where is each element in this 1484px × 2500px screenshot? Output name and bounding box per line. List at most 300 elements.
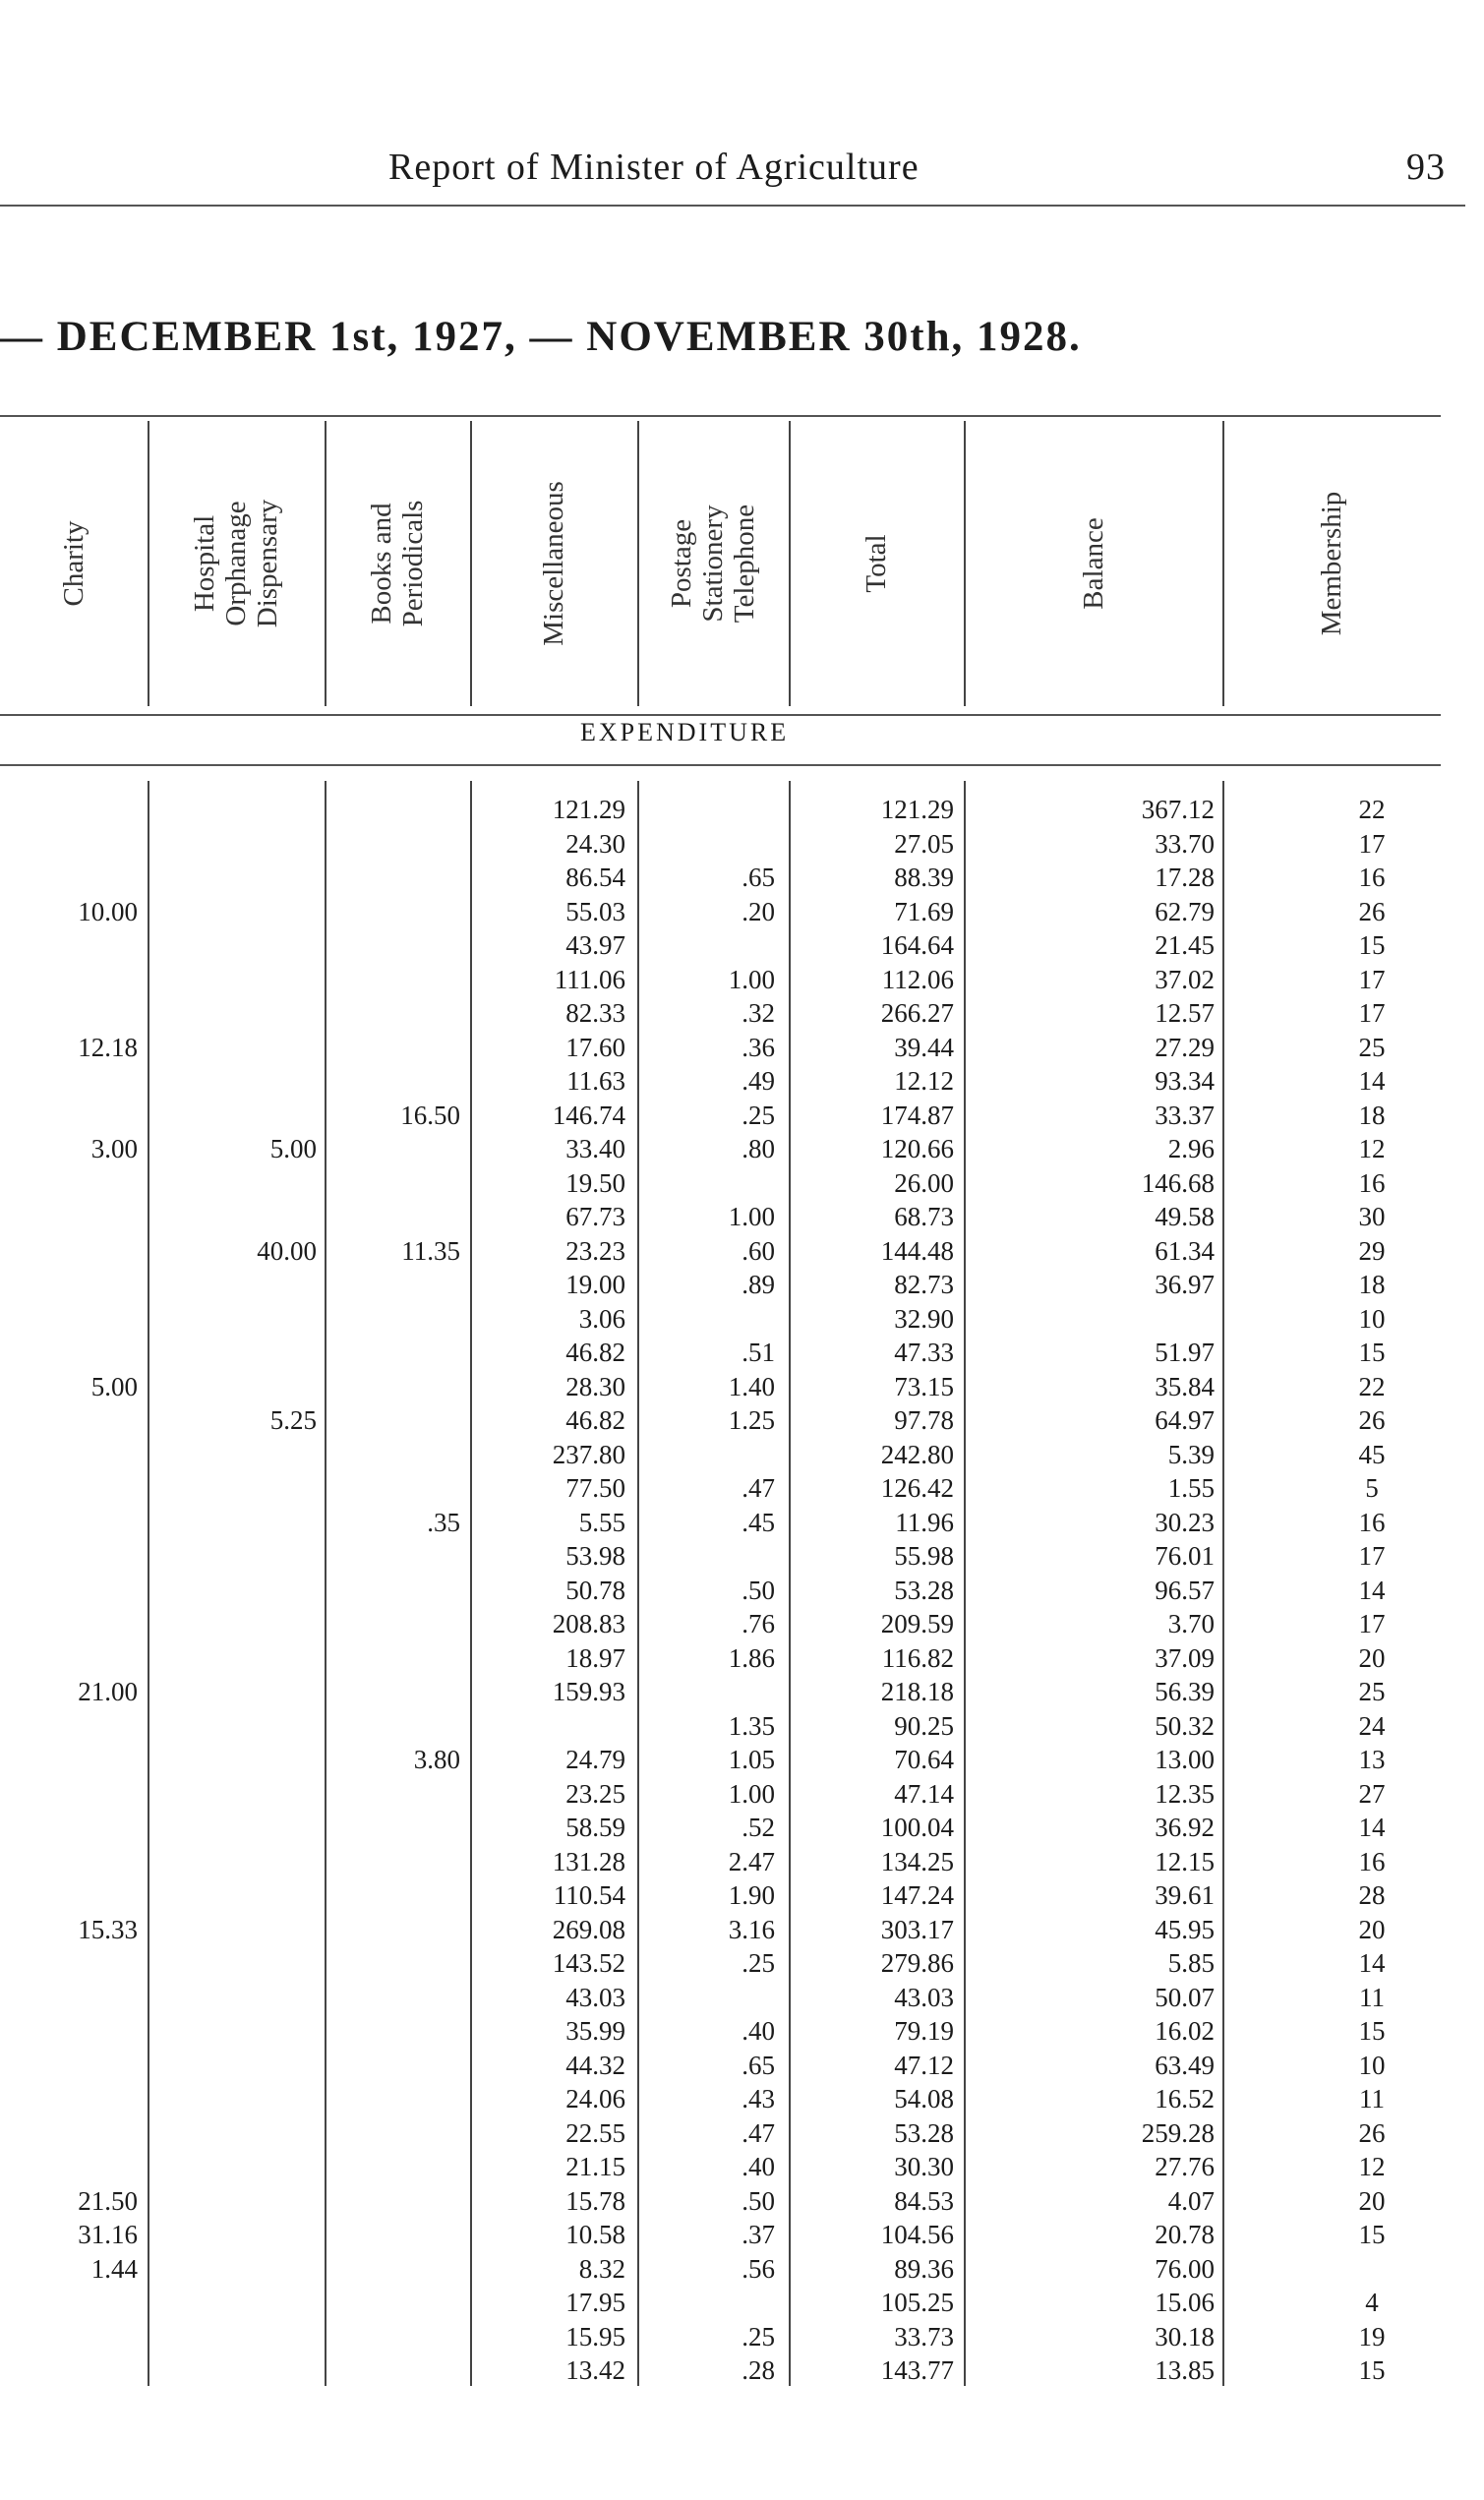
- cell-membership: 15: [1358, 930, 1386, 960]
- table-row: [0, 1711, 1484, 1745]
- cell-membership: 14: [1358, 1575, 1386, 1605]
- cell-miscellaneous: 159.93: [552, 1677, 625, 1706]
- cell-membership: 16: [1358, 1167, 1386, 1198]
- running-head-title: Report of Minister of Agriculture: [388, 147, 920, 188]
- section-rule: [0, 764, 1441, 766]
- table-row: [0, 2322, 1484, 2355]
- cell-membership: 24: [1358, 1710, 1386, 1741]
- cell-total: 47.33: [894, 1338, 954, 1367]
- cell-balance: 37.02: [1155, 964, 1215, 994]
- cell-balance: 61.34: [1155, 1235, 1215, 1266]
- cell-miscellaneous: 82.33: [565, 998, 625, 1028]
- cell-balance: 76.01: [1155, 1541, 1215, 1571]
- table-row: [0, 1745, 1484, 1778]
- cell-membership: 28: [1358, 1880, 1386, 1910]
- cell-books-periodicals: 3.80: [413, 1745, 460, 1774]
- cell-postage-stationery-telephone: 1.05: [728, 1745, 775, 1774]
- cell-balance: 39.61: [1155, 1880, 1215, 1910]
- cell-charity: 3.00: [90, 1134, 138, 1163]
- column-header-membership: [1222, 421, 1441, 706]
- cell-total: 303.17: [880, 1914, 954, 1944]
- column-header-row: [0, 421, 1484, 706]
- cell-total: 26.00: [894, 1167, 954, 1198]
- table-row: [0, 2186, 1484, 2220]
- cell-postage-stationery-telephone: .50: [742, 1575, 775, 1605]
- cell-postage-stationery-telephone: .80: [742, 1134, 775, 1163]
- table-row: [0, 2254, 1484, 2288]
- cell-miscellaneous: 269.08: [552, 1914, 625, 1944]
- cell-charity: 10.00: [78, 896, 138, 926]
- cell-books-periodicals: 16.50: [400, 1100, 460, 1130]
- cell-miscellaneous: 24.30: [565, 828, 625, 859]
- table-top-rule: [0, 415, 1441, 417]
- table-row: [0, 930, 1484, 964]
- cell-balance: 21.45: [1155, 930, 1215, 960]
- table-row: [0, 1643, 1484, 1677]
- cell-balance: 30.18: [1155, 2321, 1215, 2351]
- column-divider: [964, 421, 966, 706]
- cell-postage-stationery-telephone: 1.25: [728, 1405, 775, 1435]
- cell-postage-stationery-telephone: .52: [742, 1813, 775, 1842]
- table-row: [0, 863, 1484, 896]
- table-row: [0, 1134, 1484, 1167]
- cell-balance: 45.95: [1155, 1914, 1215, 1944]
- cell-membership: 29: [1358, 1235, 1386, 1266]
- cell-total: 53.28: [894, 1575, 954, 1605]
- table-row: [0, 2118, 1484, 2152]
- table-row: [0, 1880, 1484, 1914]
- cell-hospital-orphanage-dispensary: 40.00: [257, 1235, 317, 1266]
- cell-total: 105.25: [880, 2288, 954, 2317]
- cell-total: 164.64: [880, 930, 954, 960]
- table-row: [0, 2220, 1484, 2253]
- cell-miscellaneous: 43.03: [565, 1982, 625, 2012]
- cell-postage-stationery-telephone: .60: [742, 1235, 775, 1266]
- cell-total: 47.14: [894, 1778, 954, 1809]
- cell-balance: 4.07: [1167, 2185, 1215, 2216]
- column-header-books-periodicals: [325, 421, 470, 706]
- cell-balance: 33.37: [1155, 1100, 1215, 1130]
- cell-total: 89.36: [894, 2253, 954, 2284]
- cell-hospital-orphanage-dispensary: 5.25: [269, 1405, 317, 1435]
- cell-postage-stationery-telephone: 2.47: [728, 1846, 775, 1876]
- cell-miscellaneous: 58.59: [565, 1813, 625, 1842]
- cell-charity: 5.00: [90, 1371, 138, 1401]
- cell-miscellaneous: 121.29: [552, 795, 625, 824]
- cell-total: 82.73: [894, 1270, 954, 1299]
- cell-miscellaneous: 143.52: [552, 1948, 625, 1978]
- cell-miscellaneous: 111.06: [554, 964, 625, 994]
- cell-postage-stationery-telephone: .65: [742, 2050, 775, 2080]
- cell-miscellaneous: 19.00: [565, 1270, 625, 1299]
- column-divider: [1222, 421, 1224, 706]
- cell-balance: 49.58: [1155, 1202, 1215, 1231]
- column-header-balance: [964, 421, 1222, 706]
- column-header-label: Miscellaneous: [538, 481, 569, 646]
- cell-membership: 16: [1358, 1507, 1386, 1537]
- table-row: [0, 2288, 1484, 2321]
- table-row: [0, 998, 1484, 1032]
- cell-balance: 62.79: [1155, 896, 1215, 926]
- cell-miscellaneous: 15.95: [565, 2321, 625, 2351]
- cell-balance: 33.70: [1155, 828, 1215, 859]
- table-row: [0, 965, 1484, 998]
- column-header-label: Hospital Orphanage Dispensary: [189, 499, 283, 628]
- table-row: [0, 1405, 1484, 1439]
- table-row: [0, 1168, 1484, 1202]
- column-divider: [1222, 781, 1224, 2386]
- column-header-charity: [0, 421, 148, 706]
- cell-total: 73.15: [894, 1371, 954, 1401]
- cell-postage-stationery-telephone: .25: [742, 1100, 775, 1130]
- cell-membership: 17: [1358, 828, 1386, 859]
- cell-postage-stationery-telephone: .40: [742, 2016, 775, 2046]
- cell-membership: 5: [1365, 1473, 1379, 1503]
- column-divider: [148, 421, 149, 706]
- page-title: — DECEMBER 1st, 1927, — NOVEMBER 30th, 1928.: [0, 314, 1082, 360]
- cell-total: 116.82: [881, 1642, 954, 1673]
- cell-membership: 19: [1358, 2321, 1386, 2351]
- cell-postage-stationery-telephone: .76: [742, 1609, 775, 1638]
- cell-miscellaneous: 17.95: [565, 2288, 625, 2317]
- cell-balance: 12.35: [1155, 1778, 1215, 1809]
- cell-total: 112.06: [881, 964, 954, 994]
- cell-miscellaneous: 11.63: [566, 1066, 625, 1096]
- cell-membership: 26: [1358, 896, 1386, 926]
- cell-balance: 51.97: [1155, 1338, 1215, 1367]
- cell-total: 143.77: [880, 2355, 954, 2385]
- cell-miscellaneous: 53.98: [565, 1541, 625, 1571]
- cell-membership: 15: [1358, 1338, 1386, 1367]
- cell-membership: 15: [1358, 2355, 1386, 2385]
- cell-total: 71.69: [894, 896, 954, 926]
- cell-total: 11.96: [895, 1507, 954, 1537]
- table-row: [0, 897, 1484, 930]
- cell-balance: 30.23: [1155, 1507, 1215, 1537]
- cell-postage-stationery-telephone: .50: [742, 2185, 775, 2216]
- cell-balance: 20.78: [1155, 2220, 1215, 2249]
- cell-balance: 17.28: [1155, 863, 1215, 892]
- cell-miscellaneous: 35.99: [565, 2016, 625, 2046]
- cell-membership: 15: [1358, 2220, 1386, 2249]
- cell-total: 68.73: [894, 1202, 954, 1231]
- cell-miscellaneous: 21.15: [565, 2152, 625, 2181]
- cell-miscellaneous: 8.32: [578, 2253, 625, 2284]
- cell-total: 43.03: [894, 1982, 954, 2012]
- cell-postage-stationery-telephone: .49: [742, 1066, 775, 1096]
- column-header-label: Postage Stationery Telephone: [666, 504, 760, 624]
- cell-total: 242.80: [880, 1439, 954, 1469]
- cell-miscellaneous: 43.97: [565, 930, 625, 960]
- page-number: 93: [1406, 147, 1446, 188]
- cell-postage-stationery-telephone: 1.00: [728, 1778, 775, 1809]
- column-header-miscellaneous: [470, 421, 637, 706]
- cell-balance: 5.85: [1167, 1948, 1215, 1978]
- cell-membership: 14: [1358, 1066, 1386, 1096]
- cell-hospital-orphanage-dispensary: 5.00: [269, 1134, 317, 1163]
- column-divider: [637, 421, 639, 706]
- cell-postage-stationery-telephone: .89: [742, 1270, 775, 1299]
- cell-miscellaneous: 22.55: [565, 2117, 625, 2148]
- cell-balance: 93.34: [1155, 1066, 1215, 1096]
- cell-miscellaneous: 86.54: [565, 863, 625, 892]
- cell-balance: 63.49: [1155, 2050, 1215, 2080]
- cell-miscellaneous: 18.97: [565, 1642, 625, 1673]
- column-divider: [325, 781, 326, 2386]
- cell-total: 55.98: [894, 1541, 954, 1571]
- cell-total: 126.42: [880, 1473, 954, 1503]
- table-row: [0, 1609, 1484, 1642]
- cell-balance: 16.52: [1155, 2084, 1215, 2113]
- cell-charity: 31.16: [78, 2220, 138, 2249]
- cell-postage-stationery-telephone: 1.86: [728, 1642, 775, 1673]
- cell-total: 174.87: [880, 1100, 954, 1130]
- cell-membership: 25: [1358, 1677, 1386, 1706]
- cell-miscellaneous: 19.50: [565, 1167, 625, 1198]
- cell-total: 97.78: [894, 1405, 954, 1435]
- cell-membership: 10: [1358, 2050, 1386, 2080]
- table-row: [0, 1473, 1484, 1507]
- cell-membership: 22: [1358, 795, 1386, 824]
- table-row: [0, 2016, 1484, 2050]
- table-row: [0, 2355, 1484, 2389]
- cell-total: 147.24: [880, 1880, 954, 1910]
- cell-total: 88.39: [894, 863, 954, 892]
- cell-balance: 13.00: [1155, 1745, 1215, 1774]
- cell-charity: 12.18: [78, 1032, 138, 1062]
- cell-membership: 17: [1358, 1541, 1386, 1571]
- column-divider: [470, 421, 472, 706]
- cell-balance: 37.09: [1155, 1642, 1215, 1673]
- table-row: [0, 1202, 1484, 1235]
- cell-postage-stationery-telephone: .25: [742, 2321, 775, 2351]
- table-row: [0, 1813, 1484, 1846]
- cell-membership: 13: [1358, 1745, 1386, 1774]
- cell-total: 12.12: [894, 1066, 954, 1096]
- cell-postage-stationery-telephone: .65: [742, 863, 775, 892]
- table-row: [0, 1779, 1484, 1813]
- cell-total: 84.53: [894, 2185, 954, 2216]
- column-divider: [964, 781, 966, 2386]
- table-row: [0, 1304, 1484, 1338]
- cell-membership: 18: [1358, 1270, 1386, 1299]
- cell-balance: 2.96: [1167, 1134, 1215, 1163]
- column-header-label: Membership: [1316, 491, 1347, 636]
- cell-membership: 11: [1359, 1982, 1385, 2012]
- cell-total: 120.66: [880, 1134, 954, 1163]
- cell-total: 104.56: [880, 2220, 954, 2249]
- cell-miscellaneous: 28.30: [565, 1371, 625, 1401]
- cell-balance: 13.85: [1155, 2355, 1215, 2385]
- cell-charity: 21.50: [78, 2185, 138, 2216]
- cell-membership: 22: [1358, 1371, 1386, 1401]
- cell-balance: 36.97: [1155, 1270, 1215, 1299]
- cell-miscellaneous: 46.82: [565, 1338, 625, 1367]
- table-row: [0, 1677, 1484, 1710]
- cell-postage-stationery-telephone: 1.00: [728, 964, 775, 994]
- cell-postage-stationery-telephone: .40: [742, 2152, 775, 2181]
- cell-books-periodicals: .35: [427, 1507, 460, 1537]
- cell-miscellaneous: 67.73: [565, 1202, 625, 1231]
- cell-postage-stationery-telephone: 3.16: [728, 1914, 775, 1944]
- cell-total: 144.48: [880, 1235, 954, 1266]
- cell-postage-stationery-telephone: .56: [742, 2253, 775, 2284]
- cell-membership: 26: [1358, 1405, 1386, 1435]
- cell-miscellaneous: 44.32: [565, 2050, 625, 2080]
- cell-miscellaneous: 5.55: [578, 1507, 625, 1537]
- cell-membership: 25: [1358, 1032, 1386, 1062]
- cell-total: 90.25: [894, 1710, 954, 1741]
- cell-charity: 21.00: [78, 1677, 138, 1706]
- table-row: [0, 1066, 1484, 1100]
- column-divider: [148, 781, 149, 2386]
- cell-membership: 20: [1358, 1914, 1386, 1944]
- table-row: [0, 1508, 1484, 1541]
- cell-miscellaneous: 110.54: [553, 1880, 625, 1910]
- cell-membership: 16: [1358, 863, 1386, 892]
- cell-membership: 12: [1358, 2152, 1386, 2181]
- cell-postage-stationery-telephone: .45: [742, 1507, 775, 1537]
- cell-balance: 5.39: [1167, 1439, 1215, 1469]
- table-row: [0, 2152, 1484, 2185]
- column-divider: [789, 781, 791, 2386]
- column-divider: [470, 781, 472, 2386]
- table-row: [0, 1236, 1484, 1270]
- cell-membership: 27: [1358, 1778, 1386, 1809]
- column-header-label: Books and Periodicals: [366, 500, 429, 627]
- table-row: [0, 1338, 1484, 1371]
- column-header-label: Balance: [1077, 517, 1109, 610]
- cell-miscellaneous: 146.74: [552, 1100, 625, 1130]
- cell-balance: 3.70: [1167, 1609, 1215, 1638]
- cell-total: 79.19: [894, 2016, 954, 2046]
- column-divider: [637, 781, 639, 2386]
- column-header-label: Total: [861, 534, 892, 593]
- cell-membership: 14: [1358, 1813, 1386, 1842]
- cell-balance: 1.55: [1167, 1473, 1215, 1503]
- cell-balance: 96.57: [1155, 1575, 1215, 1605]
- cell-miscellaneous: 15.78: [565, 2185, 625, 2216]
- cell-balance: 64.97: [1155, 1405, 1215, 1435]
- table-row: [0, 829, 1484, 863]
- cell-membership: 4: [1365, 2288, 1379, 2317]
- table-row: [0, 1915, 1484, 1948]
- cell-balance: 50.32: [1155, 1710, 1215, 1741]
- column-header-total: [789, 421, 964, 706]
- cell-balance: 76.00: [1155, 2253, 1215, 2284]
- cell-total: 121.29: [880, 795, 954, 824]
- column-divider: [789, 421, 791, 706]
- cell-total: 53.28: [894, 2117, 954, 2148]
- cell-total: 39.44: [894, 1032, 954, 1062]
- cell-membership: 14: [1358, 1948, 1386, 1978]
- cell-postage-stationery-telephone: .43: [742, 2084, 775, 2113]
- cell-membership: 11: [1359, 2084, 1385, 2113]
- cell-balance: 27.29: [1155, 1032, 1215, 1062]
- cell-postage-stationery-telephone: 1.00: [728, 1202, 775, 1231]
- cell-total: 30.30: [894, 2152, 954, 2181]
- cell-miscellaneous: 46.82: [565, 1405, 625, 1435]
- cell-total: 47.12: [894, 2050, 954, 2080]
- table-row: [0, 1440, 1484, 1473]
- cell-balance: 146.68: [1141, 1167, 1215, 1198]
- cell-membership: 15: [1358, 2016, 1386, 2046]
- cell-balance: 35.84: [1155, 1371, 1215, 1401]
- cell-charity: 15.33: [78, 1914, 138, 1944]
- cell-balance: 15.06: [1155, 2288, 1215, 2317]
- cell-total: 266.27: [880, 998, 954, 1028]
- table-row: [0, 795, 1484, 828]
- running-head: [0, 138, 1484, 197]
- cell-membership: 26: [1358, 2117, 1386, 2148]
- cell-miscellaneous: 3.06: [578, 1303, 625, 1334]
- cell-balance: 259.28: [1141, 2117, 1215, 2148]
- cell-total: 218.18: [880, 1677, 954, 1706]
- column-header-postage-stationery-telephone: [637, 421, 789, 706]
- cell-balance: 12.15: [1155, 1846, 1215, 1876]
- table-row: [0, 1033, 1484, 1066]
- table-row: [0, 1372, 1484, 1405]
- cell-books-periodicals: 11.35: [401, 1235, 460, 1266]
- cell-postage-stationery-telephone: .36: [742, 1032, 775, 1062]
- cell-miscellaneous: 131.28: [552, 1846, 625, 1876]
- cell-total: 27.05: [894, 828, 954, 859]
- cell-balance: 56.39: [1155, 1677, 1215, 1706]
- cell-balance: 27.76: [1155, 2152, 1215, 2181]
- cell-total: 134.25: [880, 1846, 954, 1876]
- cell-miscellaneous: 237.80: [552, 1439, 625, 1469]
- table-row: [0, 1576, 1484, 1609]
- cell-postage-stationery-telephone: 1.35: [728, 1710, 775, 1741]
- table-row: [0, 1101, 1484, 1134]
- cell-postage-stationery-telephone: .32: [742, 998, 775, 1028]
- cell-total: 209.59: [880, 1609, 954, 1638]
- cell-membership: 18: [1358, 1100, 1386, 1130]
- cell-membership: 30: [1358, 1202, 1386, 1231]
- cell-membership: 20: [1358, 2185, 1386, 2216]
- table-row: [0, 1270, 1484, 1303]
- table-row: [0, 2084, 1484, 2117]
- cell-membership: 17: [1358, 998, 1386, 1028]
- cell-miscellaneous: 13.42: [565, 2355, 625, 2385]
- cell-miscellaneous: 208.83: [552, 1609, 625, 1638]
- cell-miscellaneous: 55.03: [565, 896, 625, 926]
- table-row: [0, 1847, 1484, 1880]
- cell-miscellaneous: 24.06: [565, 2084, 625, 2113]
- header-bottom-rule: [0, 714, 1441, 716]
- cell-postage-stationery-telephone: .28: [742, 2355, 775, 2385]
- table-row: [0, 1541, 1484, 1575]
- cell-postage-stationery-telephone: .47: [742, 2117, 775, 2148]
- table-row: [0, 1983, 1484, 2016]
- cell-membership: 20: [1358, 1642, 1386, 1673]
- cell-miscellaneous: 23.25: [565, 1778, 625, 1809]
- cell-postage-stationery-telephone: .25: [742, 1948, 775, 1978]
- column-divider: [325, 421, 326, 706]
- cell-miscellaneous: 50.78: [565, 1575, 625, 1605]
- cell-charity: 1.44: [90, 2253, 138, 2284]
- cell-balance: 367.12: [1141, 795, 1215, 824]
- cell-postage-stationery-telephone: .51: [742, 1338, 775, 1367]
- cell-postage-stationery-telephone: .37: [742, 2220, 775, 2249]
- cell-balance: 50.07: [1155, 1982, 1215, 2012]
- table-row: [0, 2051, 1484, 2084]
- cell-miscellaneous: 33.40: [565, 1134, 625, 1163]
- cell-membership: 17: [1358, 964, 1386, 994]
- cell-miscellaneous: 17.60: [565, 1032, 625, 1062]
- cell-miscellaneous: 23.23: [565, 1235, 625, 1266]
- column-header-label: Charity: [58, 520, 89, 607]
